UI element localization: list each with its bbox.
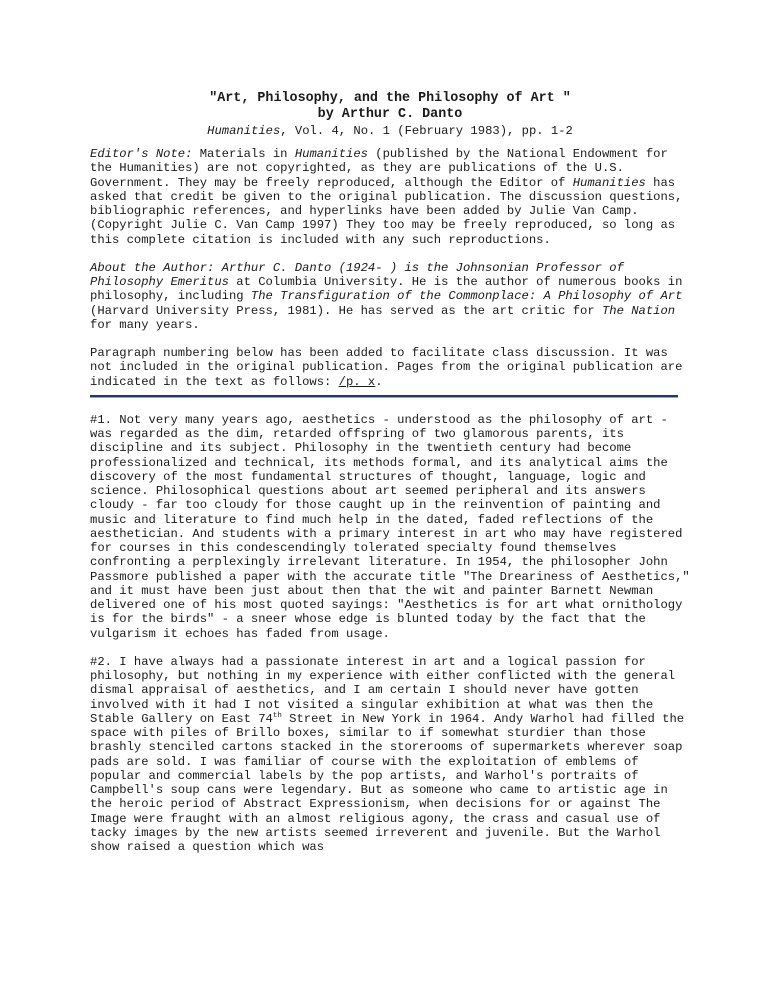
about-author-text: at Columbia University. He is the author of numerous books in philosophy, including <box>90 275 683 304</box>
magazine-title: The Nation <box>601 303 676 318</box>
paragraph-2-text: Street in New York in 1964. Andy Warhol had filled the space with piles of Brillo boxes, similar to if somewhat sturdier than those brashly stenciled cartons stacked in the storerooms of supermarkets wherever soap pads are sold. I was familiar of course with the exploitation of emblems of popular and commercial labels by the pop artists, and Warhol's portraits of Campbell's soup cans were legendary. But as someone who came to artistic age in the heroic period of Abstract Expressionism, when decisions for or against The Image were fraught with an almost religious agony, the crass and casual use of tacky images by the new artists seemed irreverent and juvenile. But the Warhol show raised a question which was <box>90 711 685 854</box>
ordinal-suffix: th <box>272 711 282 720</box>
page-marker-link[interactable]: /p. x <box>338 374 376 389</box>
citation <box>90 123 690 139</box>
document-page <box>90 91 690 868</box>
article-title-line1: "Art, Philosophy, and the Philosophy of Art " <box>209 91 571 106</box>
citation-journal: Humanities <box>207 124 281 138</box>
editors-note-label: Editor's Note: <box>90 147 193 161</box>
about-author-heading: About the Author: Arthur C. Danto (1924- ) is the Johnsonian Professor of Philosophy Emeritus <box>90 260 624 289</box>
editors-note-text: has asked that credit be given to the original publication. The discussion questions, bibliographic references, and hyperlinks have been added by Julie Van Camp. (Copyright Julie C. Van Camp 1997) They too may be freely reproduced, so long as this complete citation is included with any such reproductions. <box>90 175 683 247</box>
about-author <box>90 261 690 332</box>
horizontal-rule <box>90 395 678 398</box>
journal-name: Humanities <box>294 147 368 161</box>
editors-note-text: (published by the National Endowment for the Humanities) are not copyrighted, as they are publications of the U.S. Government. They may be freely reproduced, although the Editor of <box>90 147 668 190</box>
about-author-text: (Harvard University Press, 1981). He has served as the art critic for <box>90 303 602 318</box>
about-author-text: for many years. <box>90 317 200 332</box>
paragraph-2-text: #2. I have always had a passionate interest in art and a logical passion for philosophy, but nothing in my experience with either conflicted with the general dismal appraisal of aesthetics, and I am certain I should never have gotten involved with it had I not visited a singular exhibition at what was then the Stable Gallery on East 74 <box>90 654 676 726</box>
citation-details: , Vol. 4, No. 1 (February 1983), pp. 1-2 <box>280 124 573 138</box>
journal-name: Humanities <box>572 175 646 190</box>
pagination-note <box>90 346 690 389</box>
book-title: The Transfiguration of the Commonplace: A Philosophy of Art <box>250 289 683 304</box>
pagination-note-end: . <box>375 374 383 389</box>
paragraph-1: #1. Not very many years ago, aesthetics - understood as the philosophy of art - was regarded as the dim, retarded offspring of two glamorous parents, its discipline and its subject. Philosophy in the twentieth century had become professionalized and technical, its methods formal, and its analytical aims the discovery of the most fundamental structures of thought, language, logic and science. Philosophical questions about art seemed peripheral and its answers cloudy - far too cloudy for those caught up in the reinvention of painting and music and literature to find much help in the dated, faded reflections of the aesthetician. And students with a primary interest in art who may have registered for courses in this condescendingly tolerated specialty found themselves confronting a perplexingly irrelevant literature. In 1954, the philosopher John Passmore published a paper with the accurate title "The Dreariness of Aesthetics," and it must have been just about then that the wit and painter Barnett Newman delivered one of his most quoted sayings: "Aesthetics is for art what ornithology is for the birds" - a sneer whose edge is blunted today by the fact that the vulgarism it echoes has faded from usage. <box>90 412 690 641</box>
editors-note-text: Materials in <box>192 147 295 161</box>
paragraph-2 <box>90 655 690 855</box>
editors-note <box>90 147 690 247</box>
pagination-note-text: Paragraph numbering below has been added to facilitate class discussion. It was not included in the original publication. Pages from the original publication are indicated in the text as follows: <box>90 346 683 389</box>
article-title-line2: by Arthur C. Danto <box>317 107 463 122</box>
